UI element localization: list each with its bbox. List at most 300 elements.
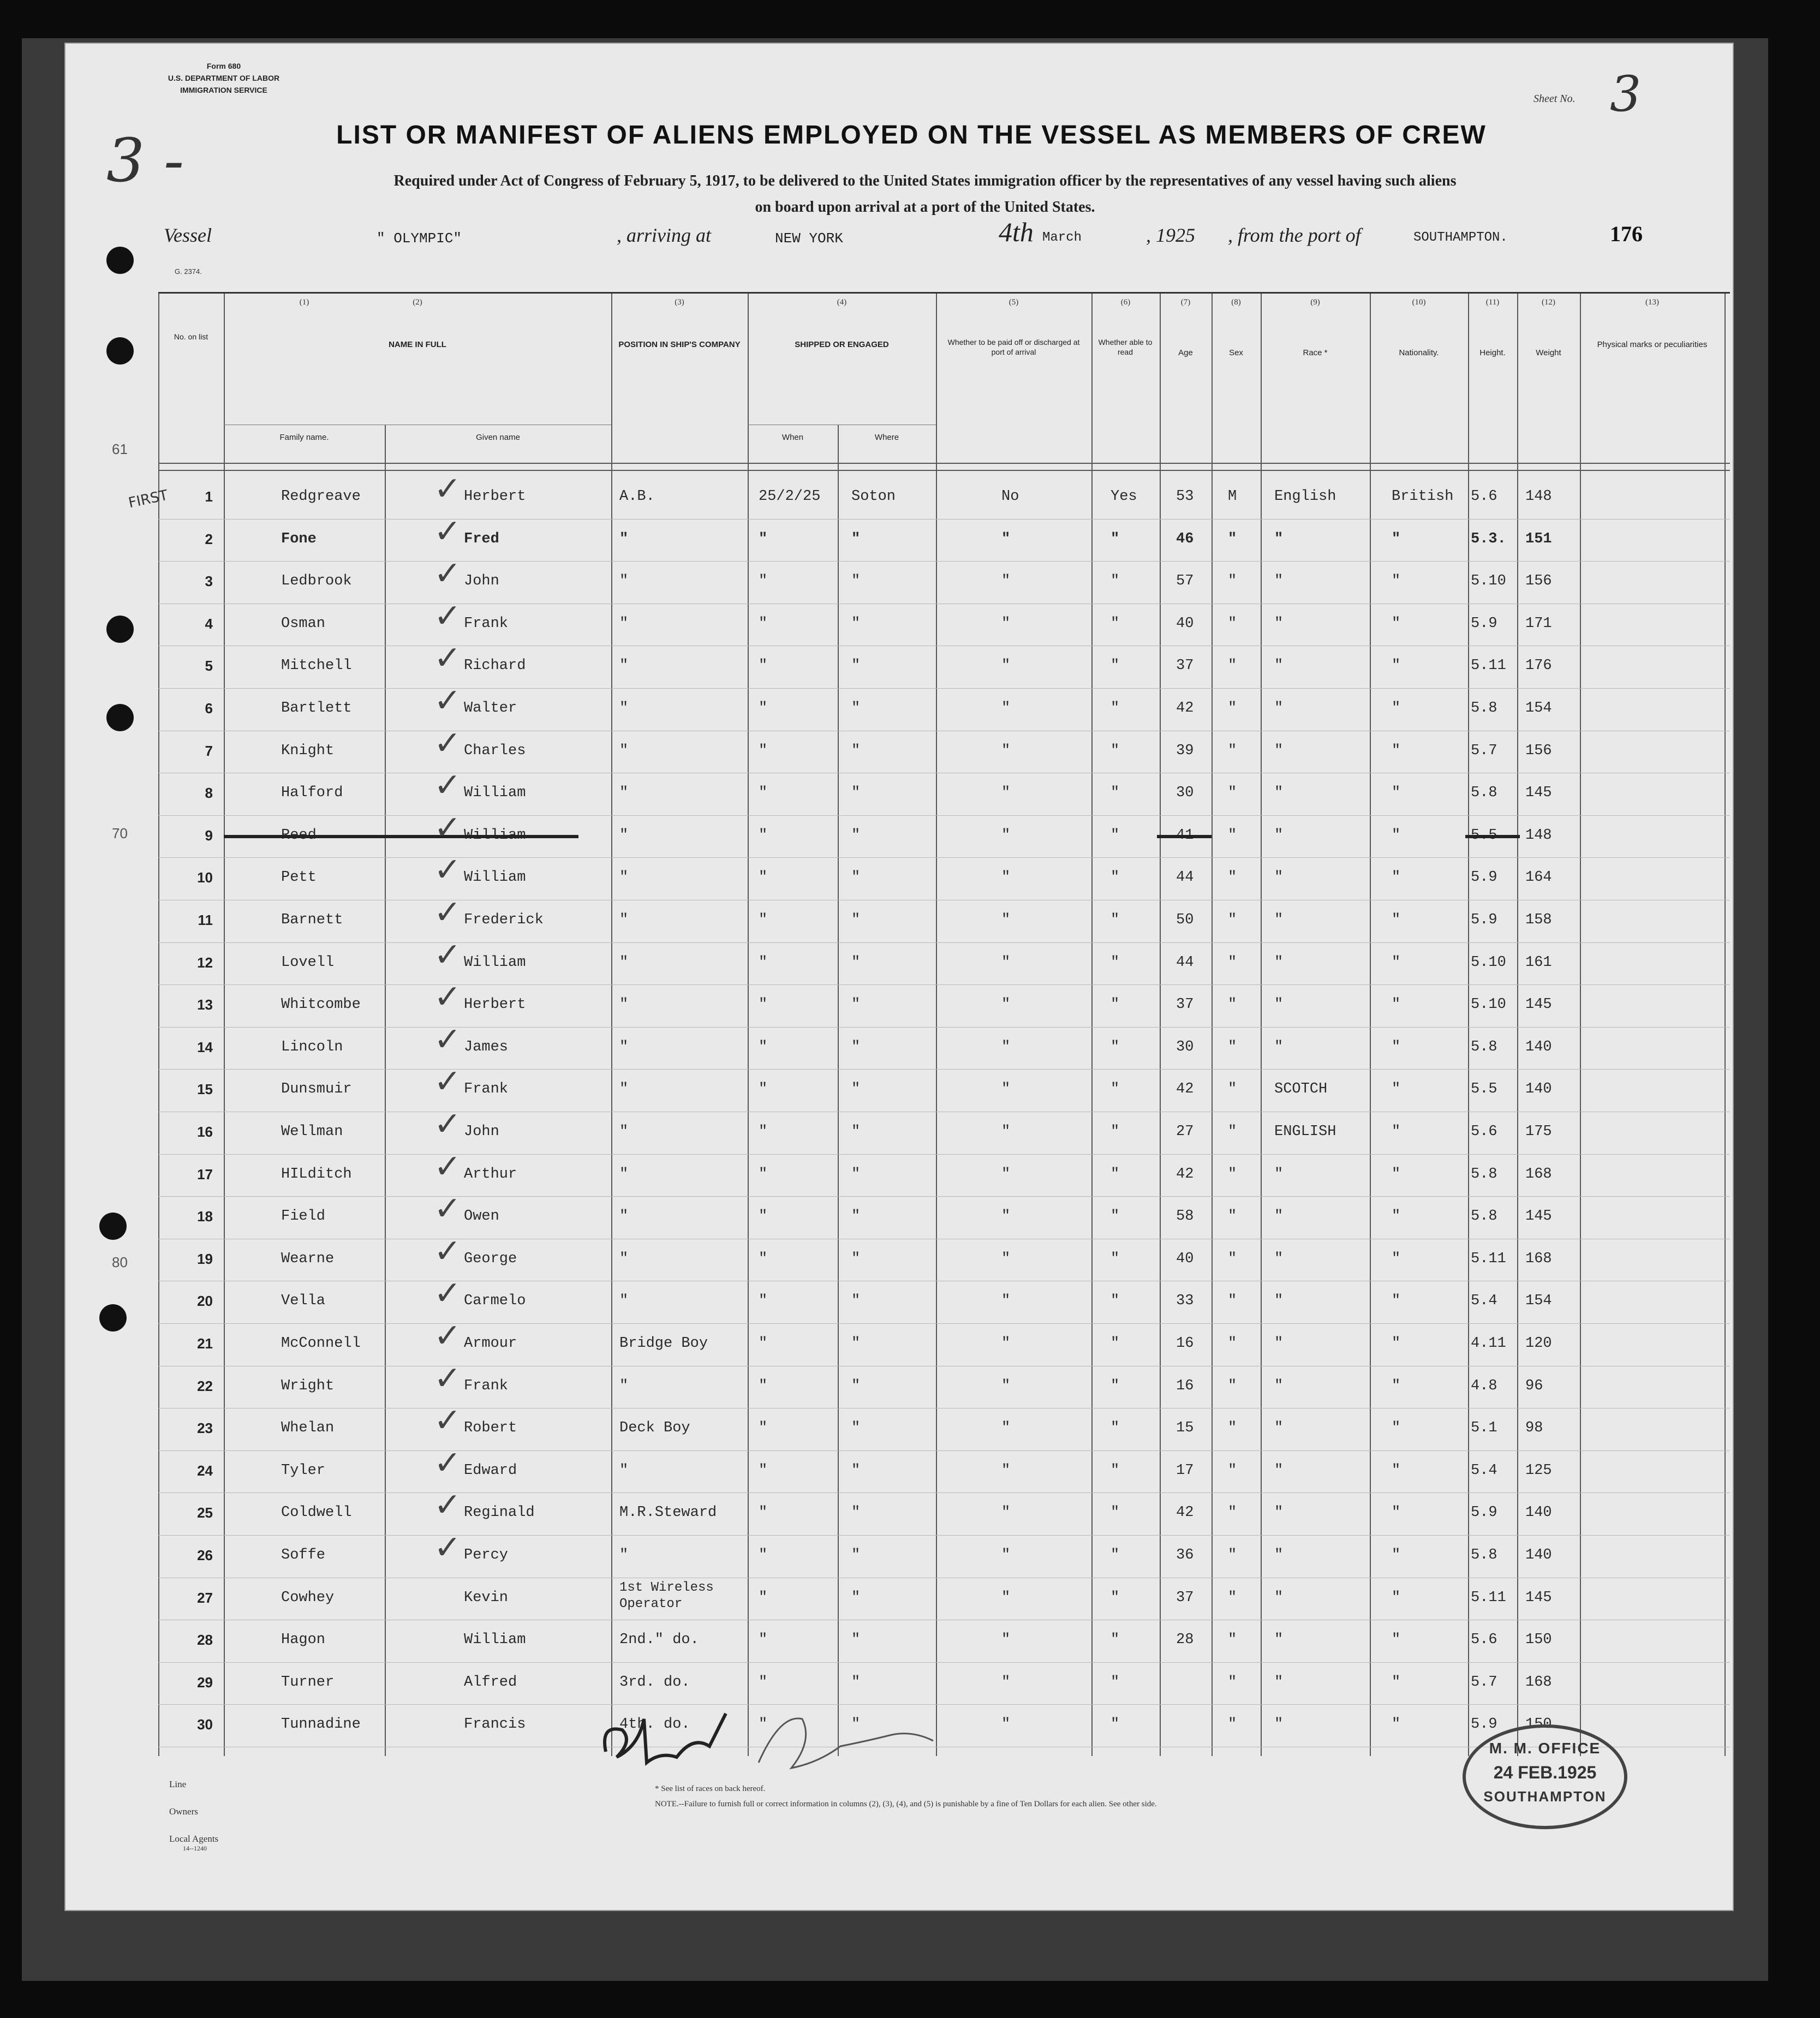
cell-weight: 98	[1525, 1420, 1543, 1437]
row-rule	[158, 688, 1730, 689]
cell-where: "	[851, 573, 861, 590]
cell-position: "	[619, 700, 629, 717]
row-rule	[158, 1450, 1730, 1451]
cell-sex: "	[1228, 1124, 1237, 1140]
cell-read: "	[1111, 1377, 1120, 1394]
cell-read: "	[1111, 954, 1120, 971]
cell-paid: "	[1001, 1208, 1011, 1225]
cell-given: Owen	[464, 1208, 499, 1225]
cell-height: 5.8	[1471, 1208, 1497, 1225]
row-number: 3	[205, 573, 213, 590]
cell-position: Bridge Boy	[619, 1335, 708, 1352]
cell-race: "	[1274, 1674, 1284, 1691]
subtitle-line-2: on board upon arrival at a port of the United States.	[755, 199, 1095, 216]
cell-paid: "	[1001, 1250, 1011, 1267]
cell-paid: "	[1001, 1674, 1011, 1691]
cell-position: "	[619, 1462, 629, 1479]
cell-race: "	[1274, 1208, 1284, 1225]
check-mark-icon: ✓	[434, 1190, 462, 1228]
cell-read: "	[1111, 912, 1120, 928]
cell-read: "	[1111, 827, 1120, 844]
row-number: 9	[205, 827, 213, 844]
cell-race: "	[1274, 1335, 1284, 1352]
cell-nationality: "	[1392, 1124, 1401, 1140]
cell-paid: "	[1001, 1124, 1011, 1140]
cell-race: "	[1274, 658, 1284, 674]
cell-weight: 145	[1525, 1208, 1552, 1225]
vessel-label: Vessel	[164, 224, 212, 246]
col-header-name: NAME IN FULL	[389, 340, 446, 349]
cell-paid: "	[1001, 1547, 1011, 1563]
check-mark-icon: ✓	[434, 808, 462, 847]
row-number: 29	[197, 1674, 213, 1691]
col-num-2: (2)	[413, 298, 422, 307]
cell-weight: 171	[1525, 615, 1552, 632]
cell-position: "	[619, 912, 629, 928]
cell-age: 42	[1176, 700, 1194, 717]
document-subtitle	[202, 168, 1648, 220]
cell-weight: 176	[1525, 658, 1552, 674]
cell-weight: 151	[1525, 530, 1552, 547]
from-port: SOUTHAMPTON.	[1413, 230, 1508, 245]
cell-read: "	[1111, 996, 1120, 1013]
cell-race: "	[1274, 869, 1284, 886]
cell-paid: "	[1001, 954, 1011, 971]
cell-read: Yes	[1111, 488, 1137, 505]
binder-hole	[99, 1304, 127, 1332]
col-header-weight: Weight	[1536, 348, 1561, 357]
cell-where: "	[851, 1462, 861, 1479]
row-number: 15	[197, 1081, 213, 1098]
cell-family: Pett	[281, 869, 317, 886]
cell-nationality: "	[1392, 1081, 1401, 1098]
cell-race: "	[1274, 1166, 1284, 1183]
cell-read: "	[1111, 869, 1120, 886]
cell-family: Ledbrook	[281, 573, 352, 590]
row-number: 12	[197, 954, 213, 971]
check-mark-icon: ✓	[434, 1232, 462, 1270]
cell-given: Francis	[464, 1716, 526, 1733]
col-sep	[1091, 294, 1093, 1756]
cell-age: 50	[1176, 912, 1194, 928]
cell-read: "	[1111, 573, 1120, 590]
cell-position: "	[619, 785, 629, 802]
cell-height: 5.6	[1471, 1124, 1497, 1140]
cell-age: 17	[1176, 1462, 1194, 1479]
col-header-paid-off: Whether to be paid off or discharged at port of arrival	[947, 338, 1080, 356]
cell-weight: 168	[1525, 1674, 1552, 1691]
col-num-9: (9)	[1310, 298, 1320, 307]
binder-hole	[106, 247, 134, 274]
cell-height: 5.7	[1471, 1674, 1497, 1691]
cell-age: 42	[1176, 1166, 1194, 1183]
cell-race: "	[1274, 573, 1284, 590]
cell-when: "	[759, 1547, 768, 1563]
cell-weight: 156	[1525, 742, 1552, 759]
cell-where: "	[851, 1081, 861, 1098]
cell-nationality: "	[1392, 742, 1401, 759]
cell-age: 58	[1176, 1208, 1194, 1225]
arrival-year: , 1925	[1146, 224, 1195, 246]
vessel-line	[147, 217, 1730, 273]
cell-sex: "	[1228, 1716, 1237, 1733]
footer-agents-code: 14--1240	[183, 1844, 207, 1852]
cell-race: "	[1274, 1504, 1284, 1521]
cell-height: 5.4	[1471, 1293, 1497, 1310]
cell-paid: "	[1001, 1462, 1011, 1479]
cell-paid: "	[1001, 1377, 1011, 1394]
col-num-3: (3)	[675, 298, 684, 307]
cell-nationality: "	[1392, 1250, 1401, 1267]
cell-sex: "	[1228, 785, 1237, 802]
cell-where: "	[851, 1716, 861, 1733]
cell-height: 5.10	[1471, 573, 1506, 590]
cell-nationality: "	[1392, 1716, 1401, 1733]
col-num-7: (7)	[1180, 298, 1191, 307]
cell-weight: 161	[1525, 954, 1552, 971]
cell-weight: 148	[1525, 827, 1552, 844]
cell-where: "	[851, 1589, 861, 1606]
cell-race: "	[1274, 1038, 1284, 1055]
cell-race: "	[1274, 1377, 1284, 1394]
col-sep	[1370, 294, 1371, 1756]
cell-position: "	[619, 1547, 629, 1563]
row-number: 4	[205, 615, 213, 632]
cell-where: "	[851, 1674, 861, 1691]
cell-height: 5.6	[1471, 1632, 1497, 1649]
check-mark-icon: ✓	[434, 935, 462, 974]
cell-age: 44	[1176, 869, 1194, 886]
check-mark-icon: ✓	[434, 470, 462, 508]
cell-given: Alfred	[464, 1674, 517, 1691]
document-code: G. 2374.	[175, 267, 202, 276]
cell-read: "	[1111, 1293, 1120, 1310]
row-number: 7	[205, 742, 213, 759]
cell-given: Frederick	[464, 912, 544, 928]
cell-where: "	[851, 1547, 861, 1563]
cell-given: Percy	[464, 1547, 509, 1563]
check-mark-icon: ✓	[434, 1486, 462, 1525]
cell-when: "	[759, 1420, 768, 1437]
cell-paid: "	[1001, 1038, 1011, 1055]
cell-read: "	[1111, 1462, 1120, 1479]
cell-position: 3rd. do.	[619, 1674, 690, 1691]
cell-where: "	[851, 1504, 861, 1521]
cell-nationality: "	[1392, 658, 1401, 674]
cell-family: Barnett	[281, 912, 343, 928]
stamp-line-1: M. M. OFFICE	[1489, 1740, 1601, 1757]
cell-paid: "	[1001, 1589, 1011, 1606]
cell-family: Dunsmuir	[281, 1081, 352, 1098]
cell-given: William	[464, 1632, 526, 1649]
col-sep	[1724, 294, 1726, 1756]
cell-position: "	[619, 573, 629, 590]
cell-paid: "	[1001, 827, 1011, 844]
cell-race: "	[1274, 1589, 1284, 1606]
row-rule	[158, 1535, 1730, 1536]
col-header-family: Family name.	[279, 433, 329, 442]
cell-family: Lovell	[281, 954, 335, 971]
cell-nationality: "	[1392, 615, 1401, 632]
cell-age: 42	[1176, 1081, 1194, 1098]
cell-race: "	[1274, 827, 1284, 844]
cell-where: "	[851, 615, 861, 632]
cell-position: A.B.	[619, 488, 655, 505]
cell-nationality: "	[1392, 1335, 1401, 1352]
cell-age: 53	[1176, 488, 1194, 505]
cell-weight: 150	[1525, 1716, 1552, 1733]
cell-weight: 158	[1525, 912, 1552, 928]
cell-age: 30	[1176, 1038, 1194, 1055]
cell-age: 16	[1176, 1377, 1194, 1394]
cell-nationality: "	[1392, 1208, 1401, 1225]
cell-given: Charles	[464, 742, 526, 759]
handwritten-signature	[584, 1681, 966, 1790]
col-header-height: Height.	[1479, 348, 1506, 357]
cell-where: "	[851, 530, 861, 547]
row-rule	[158, 942, 1730, 943]
cell-when: "	[759, 954, 768, 971]
stamp-line-3: SOUTHAMPTON	[1483, 1788, 1607, 1805]
cell-given: Walter	[464, 700, 517, 717]
cell-weight: 140	[1525, 1081, 1552, 1098]
cell-position: "	[619, 996, 629, 1013]
cell-read: "	[1111, 1166, 1120, 1183]
cell-height: 5.11	[1471, 1250, 1506, 1267]
cell-height: 5.3.	[1471, 530, 1506, 547]
cell-when: "	[759, 573, 768, 590]
cell-when: "	[759, 1504, 768, 1521]
cell-when: "	[759, 615, 768, 632]
cell-when: "	[759, 742, 768, 759]
cell-when: "	[759, 912, 768, 928]
cell-nationality: "	[1392, 869, 1401, 886]
cell-read: "	[1111, 742, 1120, 759]
check-mark-icon: ✓	[434, 724, 462, 762]
col-sep-name	[385, 425, 386, 1756]
col-sep	[1580, 294, 1581, 1756]
cell-sex: "	[1228, 954, 1237, 971]
cell-family: Hagon	[281, 1632, 326, 1649]
binder-hole	[106, 704, 134, 731]
strike-through-line	[1465, 835, 1520, 838]
col-num-10: (10)	[1412, 298, 1426, 307]
cell-position: "	[619, 1038, 629, 1055]
cell-when: "	[759, 1124, 768, 1140]
stamp-date: 24 FEB.1925	[1493, 1763, 1597, 1782]
col-num-4: (4)	[837, 298, 847, 307]
cell-sex: "	[1228, 1462, 1237, 1479]
cell-read: "	[1111, 1081, 1120, 1098]
cell-family: Whelan	[281, 1420, 335, 1437]
cell-race: "	[1274, 785, 1284, 802]
col-header-physical-marks: Physical marks or peculiarities	[1597, 340, 1708, 349]
cell-sex: "	[1228, 1166, 1237, 1183]
cell-age: 42	[1176, 1504, 1194, 1521]
cell-sex: "	[1228, 1293, 1237, 1310]
row-rule	[158, 561, 1730, 562]
cell-read: "	[1111, 615, 1120, 632]
cell-nationality: "	[1392, 912, 1401, 928]
cell-weight: 145	[1525, 996, 1552, 1013]
cell-family: Wright	[281, 1377, 335, 1394]
cell-paid: "	[1001, 658, 1011, 674]
cell-given: William	[464, 785, 526, 802]
cell-sex: "	[1228, 700, 1237, 717]
col-sep	[748, 294, 749, 1756]
cell-nationality: "	[1392, 785, 1401, 802]
cell-given: John	[464, 573, 499, 590]
cell-where: "	[851, 827, 861, 844]
col-header-where: Where	[874, 433, 899, 442]
cell-race: "	[1274, 1632, 1284, 1649]
cell-read: "	[1111, 658, 1120, 674]
cell-read: "	[1111, 1716, 1120, 1733]
row-number: 19	[197, 1250, 213, 1267]
cell-family: Fone	[281, 530, 317, 547]
cell-height: 5.8	[1471, 1547, 1497, 1563]
col-sep	[1517, 294, 1518, 1756]
cell-weight: 140	[1525, 1038, 1552, 1055]
cell-height: 5.8	[1471, 1166, 1497, 1183]
arrival-day: 4th	[999, 217, 1034, 247]
cell-where: "	[851, 1293, 861, 1310]
row-number: 30	[197, 1716, 213, 1733]
cell-given: William	[464, 869, 526, 886]
cell-where: "	[851, 1632, 861, 1649]
margin-note-80: 80	[112, 1254, 128, 1270]
row-rule	[158, 1492, 1730, 1493]
cell-weight: 140	[1525, 1547, 1552, 1563]
cell-position: "	[619, 869, 629, 886]
cell-position: M.R.Steward	[619, 1504, 717, 1521]
cell-read: "	[1111, 785, 1120, 802]
cell-read: "	[1111, 530, 1120, 547]
cell-sex: "	[1228, 742, 1237, 759]
cell-height: 5.10	[1471, 954, 1506, 971]
cell-where: "	[851, 785, 861, 802]
cell-position: 4th. do.	[619, 1716, 690, 1733]
cell-paid: "	[1001, 912, 1011, 928]
cell-race: "	[1274, 1716, 1284, 1733]
cell-position: "	[619, 1081, 629, 1098]
row-number: 20	[197, 1293, 213, 1310]
cell-height: 5.1	[1471, 1420, 1497, 1437]
col-num-12: (12)	[1542, 298, 1555, 307]
cell-when: "	[759, 1335, 768, 1352]
col-num-11: (11)	[1485, 298, 1500, 307]
cell-position: "	[619, 1166, 629, 1183]
row-rule	[158, 857, 1730, 858]
cell-height: 5.9	[1471, 615, 1497, 632]
cell-given: William	[464, 954, 526, 971]
col-num-1: (1)	[299, 298, 309, 307]
check-mark-icon: ✓	[434, 851, 462, 889]
cell-nationality: "	[1392, 1166, 1401, 1183]
cell-height: 5.8	[1471, 785, 1497, 802]
cell-when: "	[759, 785, 768, 802]
form-info	[158, 60, 289, 96]
cell-weight: 168	[1525, 1250, 1552, 1267]
col-sep	[936, 294, 937, 1756]
cell-height: 5.4	[1471, 1462, 1497, 1479]
cell-sex: "	[1228, 1674, 1237, 1691]
cell-read: "	[1111, 1124, 1120, 1140]
cell-paid: "	[1001, 1335, 1011, 1352]
row-rule	[158, 1196, 1730, 1197]
cell-given: Reginald	[464, 1504, 535, 1521]
cell-sex: "	[1228, 1377, 1237, 1394]
cell-when: "	[759, 700, 768, 717]
cell-family: Bartlett	[281, 700, 352, 717]
cell-height: 5.5	[1471, 1081, 1497, 1098]
cell-when: "	[759, 1462, 768, 1479]
cell-sex: "	[1228, 1420, 1237, 1437]
strike-through-line	[224, 835, 578, 838]
row-number: 2	[205, 530, 213, 547]
cell-given: Frank	[464, 1081, 509, 1098]
cell-weight: 148	[1525, 488, 1552, 505]
check-mark-icon: ✓	[434, 554, 462, 593]
sheet-number-label: Sheet No.	[1533, 93, 1576, 105]
cell-paid: "	[1001, 700, 1011, 717]
cell-sex: "	[1228, 1632, 1237, 1649]
cell-read: "	[1111, 1589, 1120, 1606]
cell-nationality: "	[1392, 1038, 1401, 1055]
cell-sex: "	[1228, 869, 1237, 886]
cell-weight: 154	[1525, 700, 1552, 717]
cell-paid: "	[1001, 1420, 1011, 1437]
cell-family: Field	[281, 1208, 326, 1225]
footer-races-note: * See list of races on back hereof.	[655, 1784, 766, 1793]
check-mark-icon: ✓	[434, 1529, 462, 1567]
cell-sex: "	[1228, 1589, 1237, 1606]
col-num-13: (13)	[1645, 298, 1659, 307]
cell-when: 25/2/25	[759, 488, 821, 505]
col-sep	[1261, 294, 1262, 1756]
cell-nationality: "	[1392, 996, 1401, 1013]
strike-through-line	[1157, 835, 1212, 838]
cell-position: "	[619, 1250, 629, 1267]
cell-position: "	[619, 530, 629, 547]
cell-where: "	[851, 954, 861, 971]
cell-read: "	[1111, 1632, 1120, 1649]
cell-read: "	[1111, 1038, 1120, 1055]
check-mark-icon: ✓	[434, 1274, 462, 1313]
cell-sex: "	[1228, 1081, 1237, 1098]
cell-weight: 125	[1525, 1462, 1552, 1479]
cell-sex: "	[1228, 1038, 1237, 1055]
cell-age: 57	[1176, 573, 1194, 590]
row-number: 1	[205, 488, 213, 505]
cell-when: "	[759, 1166, 768, 1183]
cell-when: "	[759, 996, 768, 1013]
cell-age: 39	[1176, 742, 1194, 759]
row-number: 26	[197, 1547, 213, 1563]
check-mark-icon: ✓	[434, 1147, 462, 1186]
row-number: 23	[197, 1420, 213, 1437]
cell-sex: "	[1228, 827, 1237, 844]
col-sep	[1468, 294, 1469, 1756]
cell-weight: 120	[1525, 1335, 1552, 1352]
cell-read: "	[1111, 700, 1120, 717]
cell-race: "	[1274, 912, 1284, 928]
cell-read: "	[1111, 1208, 1120, 1225]
cell-weight: 154	[1525, 1293, 1552, 1310]
cell-weight: 150	[1525, 1632, 1552, 1649]
cell-age: 27	[1176, 1124, 1194, 1140]
cell-family: McConnell	[281, 1335, 361, 1352]
